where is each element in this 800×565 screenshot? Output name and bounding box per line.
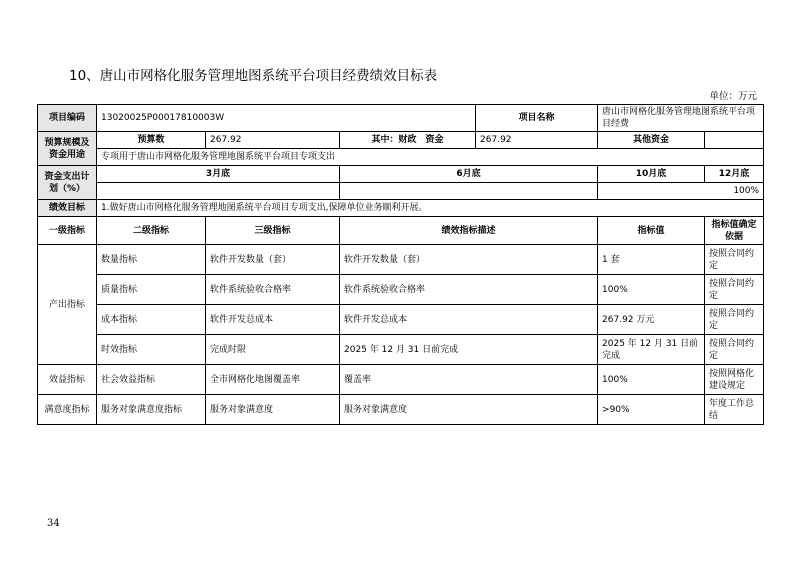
table-row — [38, 365, 764, 395]
description-cell: 2025 年 12 月 31 日前完成 — [340, 335, 598, 365]
table-row — [38, 395, 764, 425]
table-row — [38, 335, 764, 365]
header-basis: 指标值确定依据 — [705, 217, 764, 245]
project-code-value: 13020025P00017810003W — [97, 105, 476, 132]
level2-cell: 质量指标 — [97, 275, 206, 305]
level1-cell: 满意度指标 — [38, 395, 97, 425]
description-cell: 软件开发数量（套） — [340, 245, 598, 275]
plan-header-dec: 12月底 — [705, 166, 764, 183]
performance-target-table — [37, 104, 764, 425]
basis-cell: 按照合同约定 — [705, 275, 764, 305]
level2-cell: 服务对象满意度指标 — [97, 395, 206, 425]
description-cell: 软件系统验收合格率 — [340, 275, 598, 305]
table-row — [38, 275, 764, 305]
spending-plan-label: 资金支出计划（%） — [38, 166, 97, 200]
performance-goal-text: 1.做好唐山市网格化服务管理地图系统平台项目专项支出,保障单位业务顺利开展。 — [97, 200, 764, 217]
description-cell: 软件开发总成本 — [340, 305, 598, 335]
level2-cell: 时效指标 — [97, 335, 206, 365]
basis-cell: 按照合同约定 — [705, 245, 764, 275]
header-target-value: 指标值 — [598, 217, 705, 245]
plan-header-mar: 3月底 — [97, 166, 340, 183]
basis-cell: 按照合同约定 — [705, 335, 764, 365]
target-value-cell: 2025 年 12 月 31 日前完成 — [598, 335, 705, 365]
other-funds-label: 其他资金 — [598, 132, 705, 149]
table-row — [38, 245, 764, 275]
level3-cell: 软件开发数量（套） — [206, 245, 340, 275]
basis-cell: 年度工作总结 — [705, 395, 764, 425]
budget-scale-label: 预算规模及资金用途 — [38, 132, 97, 166]
header-level1: 一级指标 — [38, 217, 97, 245]
performance-goal-label: 绩效目标 — [38, 200, 97, 217]
basis-cell: 按照网格化建设规定 — [705, 365, 764, 395]
level2-cell: 成本指标 — [97, 305, 206, 335]
target-value-cell: 267.92 万元 — [598, 305, 705, 335]
level2-cell: 数量指标 — [97, 245, 206, 275]
basis-cell: 按照合同约定 — [705, 305, 764, 335]
plan-header-oct: 10月底 — [598, 166, 705, 183]
description-cell: 覆盖率 — [340, 365, 598, 395]
plan-value-mar — [97, 183, 340, 200]
fiscal-funds-label: 其中：财政 资金 — [340, 132, 476, 149]
target-value-cell: >90% — [598, 395, 705, 425]
page-number: 34 — [47, 518, 60, 529]
level3-cell: 服务对象满意度 — [206, 395, 340, 425]
header-description: 绩效指标描述 — [340, 217, 598, 245]
plan-value-jun — [340, 183, 598, 200]
header-level2: 二级指标 — [97, 217, 206, 245]
target-value-cell: 1 套 — [598, 245, 705, 275]
funds-purpose-text: 专项用于唐山市网格化服务管理地图系统平台项目专项支出 — [97, 149, 764, 166]
project-name-label: 项目名称 — [476, 105, 598, 132]
target-value-cell: 100% — [598, 275, 705, 305]
level1-cell: 产出指标 — [38, 245, 97, 365]
budget-amount-label: 预算数 — [97, 132, 206, 149]
plan-value-oct-dec: 100% — [598, 183, 764, 200]
header-level3: 三级指标 — [206, 217, 340, 245]
plan-header-jun: 6月底 — [340, 166, 598, 183]
target-value-cell: 100% — [598, 365, 705, 395]
level3-cell: 软件系统验收合格率 — [206, 275, 340, 305]
level3-cell: 全市网格化地图覆盖率 — [206, 365, 340, 395]
project-name-value: 唐山市网格化服务管理地图系统平台项目经费 — [598, 105, 764, 132]
level2-cell: 社会效益指标 — [97, 365, 206, 395]
level3-cell: 软件开发总成本 — [206, 305, 340, 335]
unit-label: 单位：万元 — [709, 91, 757, 102]
budget-amount-value: 267.92 — [206, 132, 340, 149]
project-code-label: 项目编码 — [38, 105, 97, 132]
level1-cell: 效益指标 — [38, 365, 97, 395]
level3-cell: 完成时限 — [206, 335, 340, 365]
other-funds-value — [705, 132, 764, 149]
fiscal-funds-value: 267.92 — [476, 132, 598, 149]
page-title: 10、唐山市网格化服务管理地图系统平台项目经费绩效目标表 — [69, 68, 438, 84]
description-cell: 服务对象满意度 — [340, 395, 598, 425]
table-row — [38, 305, 764, 335]
